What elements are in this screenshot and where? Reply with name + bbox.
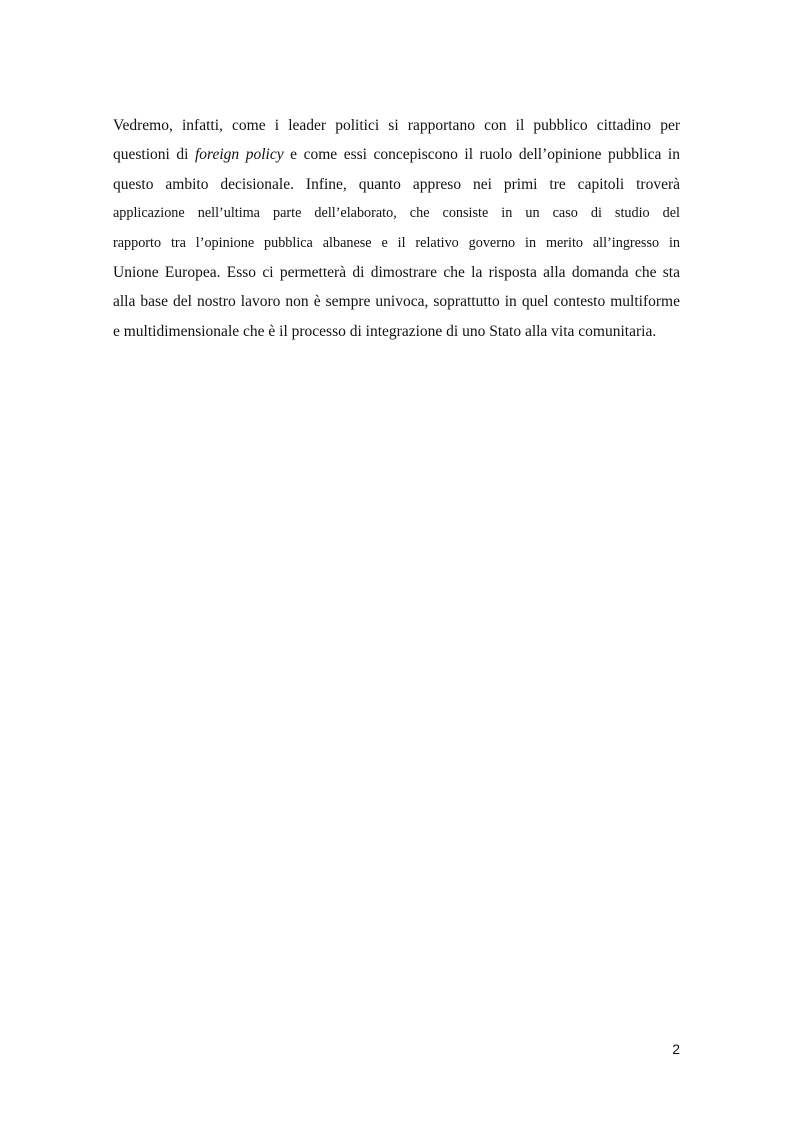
paragraph-line-3: questo ambito decisionale. Infine, quanto appreso nei primi tre capitoli troverà (113, 175, 680, 193)
paragraph-line-8: e multidimensionale che è il processo di integrazione di uno Stato alla vita comunitaria. (113, 322, 657, 340)
paragraph-line-7: alla base del nostro lavoro non è sempre univoca, soprattutto in quel contesto multiforme (113, 293, 680, 311)
page-number: 2 (672, 1041, 680, 1057)
paragraph-line-1: Vedremo, infatti, come i leader politici si rapportano con il pubblico cittadino per (113, 117, 680, 134)
paragraph-line-5: rapporto tra l’opinione pubblica albanese e il relativo governo in merito all’ingresso in (113, 234, 680, 251)
paragraph-line-4: applicazione nell’ultima parte dell’elaborato, che consiste in un caso di studio del (113, 205, 680, 222)
line-2-trailing-text: e come essi concepiscono il ruolo dell’opinione pubblica in (283, 146, 680, 164)
paragraph-line-2 (113, 140, 680, 169)
italic-term-foreign-policy: foreign policy (194, 146, 284, 164)
paragraph-line-6: Unione Europea. Esso ci permetterà di dimostrare che la risposta alla domanda che sta (113, 264, 680, 282)
line-2-lead-text: questioni di (113, 146, 195, 164)
body-paragraph (113, 111, 680, 346)
